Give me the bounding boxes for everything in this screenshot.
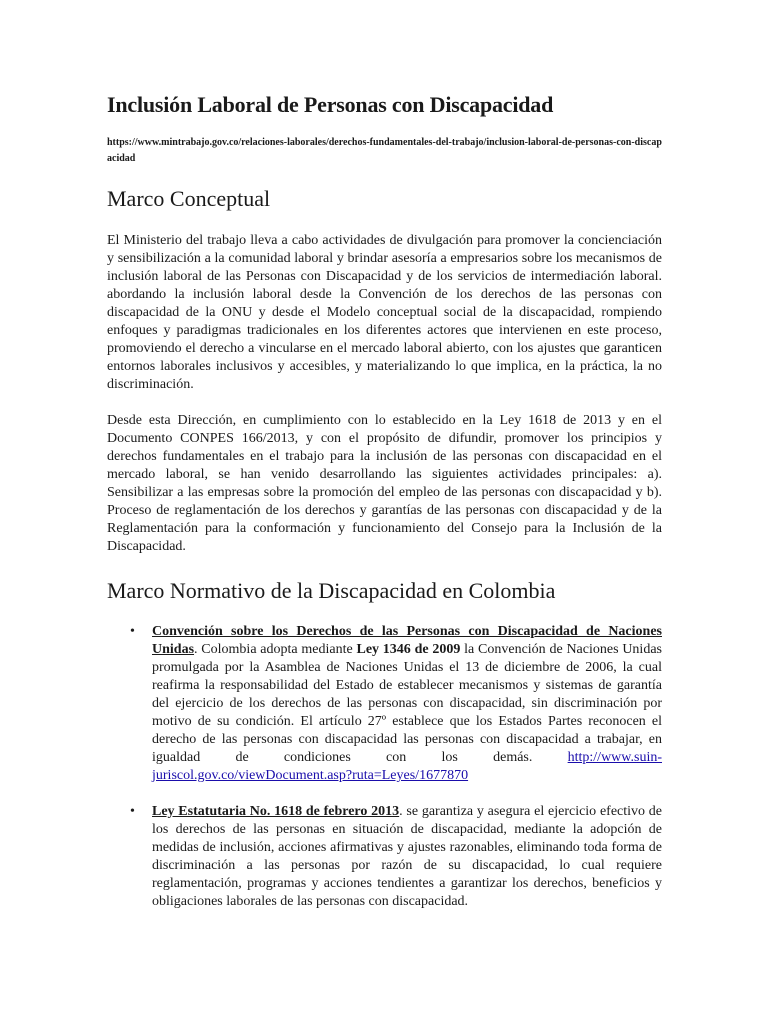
list-item-convencion xyxy=(130,623,662,785)
bullet-icon: • xyxy=(130,804,135,819)
convencion-text-a: . Colombia adopta mediante xyxy=(194,642,357,657)
suin-juriscol-link[interactable]: http://www.suin-juriscol.gov.co/viewDocument.asp?ruta=Leyes/1677870 xyxy=(152,750,662,783)
source-url: https://www.mintrabajo.gov.co/relaciones-laborales/derechos-fundamentales-del-trabajo/inclusion-laboral-de-personas-con-discapacidad xyxy=(107,137,662,164)
paragraph-conceptual-2: Desde esta Dirección, en cumplimiento con lo establecido en la Ley 1618 de 2013 y en el Documento CONPES 166/2013, y con el propósito de difundir, promover los principios y derechos fundamentales en el trabajo para la inclusión de las personas con discapacidad en el mercado laboral, se han venido desarrollando las siguientes actividades principales: a). Sensibilizar a las empresas sobre la promoción del empleo de las personas con discapacidad y b). Proceso de reglamentación de los derechos y garantías de las personas con discapacidad y de la Reglamentación para la conformación y funcionamiento del Consejo para la Inclusión de la Discapacidad. xyxy=(107,413,662,554)
list-item-ley-1618 xyxy=(130,803,662,911)
heading-marco-conceptual: Marco Conceptual xyxy=(107,186,271,211)
paragraph-conceptual-1: El Ministerio del trabajo lleva a cabo actividades de divulgación para promover la concienciación y sensibilización a la comunidad laboral y brindar asesoría a empresarios sobre los mecanismos de inclusión laboral de las Personas con Discapacidad y de los servicios de intermediación laboral. abordando la inclusión laboral desde la Convención de los derechos de las personas con discapacidad de la ONU y desde el Modelo conceptual social de la discapacidad, rompiendo enfoques y paradigmas tradicionales en los diferentes actores que intervienen en este proceso, promoviendo el derecho a vincularse en el mercado laboral abierto, con los ajustes que garanticen entornos laborales inclusivos y accesibles, y materializando lo que implica, en la práctica, la no discriminación. xyxy=(107,233,662,392)
ley-1618-text: . se garantiza y asegura el ejercicio efectivo de los derechos de las personas en situación de discapacidad, mediante la adopción de medidas de inclusión, acciones afirmativas y ajustes razonables, eliminando toda forma de discriminación a las personas por razón de su discapacidad, lo cual requiere reglamentación, programas y acciones tendientes a garantizar los derechos, beneficios y obligaciones laborales de las personas con discapacidad. xyxy=(152,804,662,909)
document-title: Inclusión Laboral de Personas con Discapacidad xyxy=(107,92,554,117)
bullet-icon: • xyxy=(130,624,135,639)
heading-marco-normativo: Marco Normativo de la Discapacidad en Colombia xyxy=(107,578,556,603)
convencion-text-b: la Convención de Naciones Unidas promulgada por la Asamblea de Naciones Unidas el 13 de diciembre de 2006, la cual reafirma la responsabilidad del Estado de establecer mecanismos y sistemas de garantía del ejercicio de los derechos de las personas con discapacidad, sin discriminación por motivo de su condición. El artículo 27º establece que los Estados Partes reconocen el derecho de las personas con discapacidad las personas con discapacidad a trabajar, en igualdad de condiciones con los demás. xyxy=(152,642,662,765)
ley-1346-reference: Ley 1346 de 2009 xyxy=(356,642,461,657)
convencion-title: Convención sobre los Derechos de las Personas con Discapacidad de Naciones Unidas xyxy=(152,624,662,657)
ley-1618-title: Ley Estatutaria No. 1618 de febrero 2013 xyxy=(152,804,400,819)
normative-list xyxy=(107,623,662,911)
document-body xyxy=(107,90,662,911)
